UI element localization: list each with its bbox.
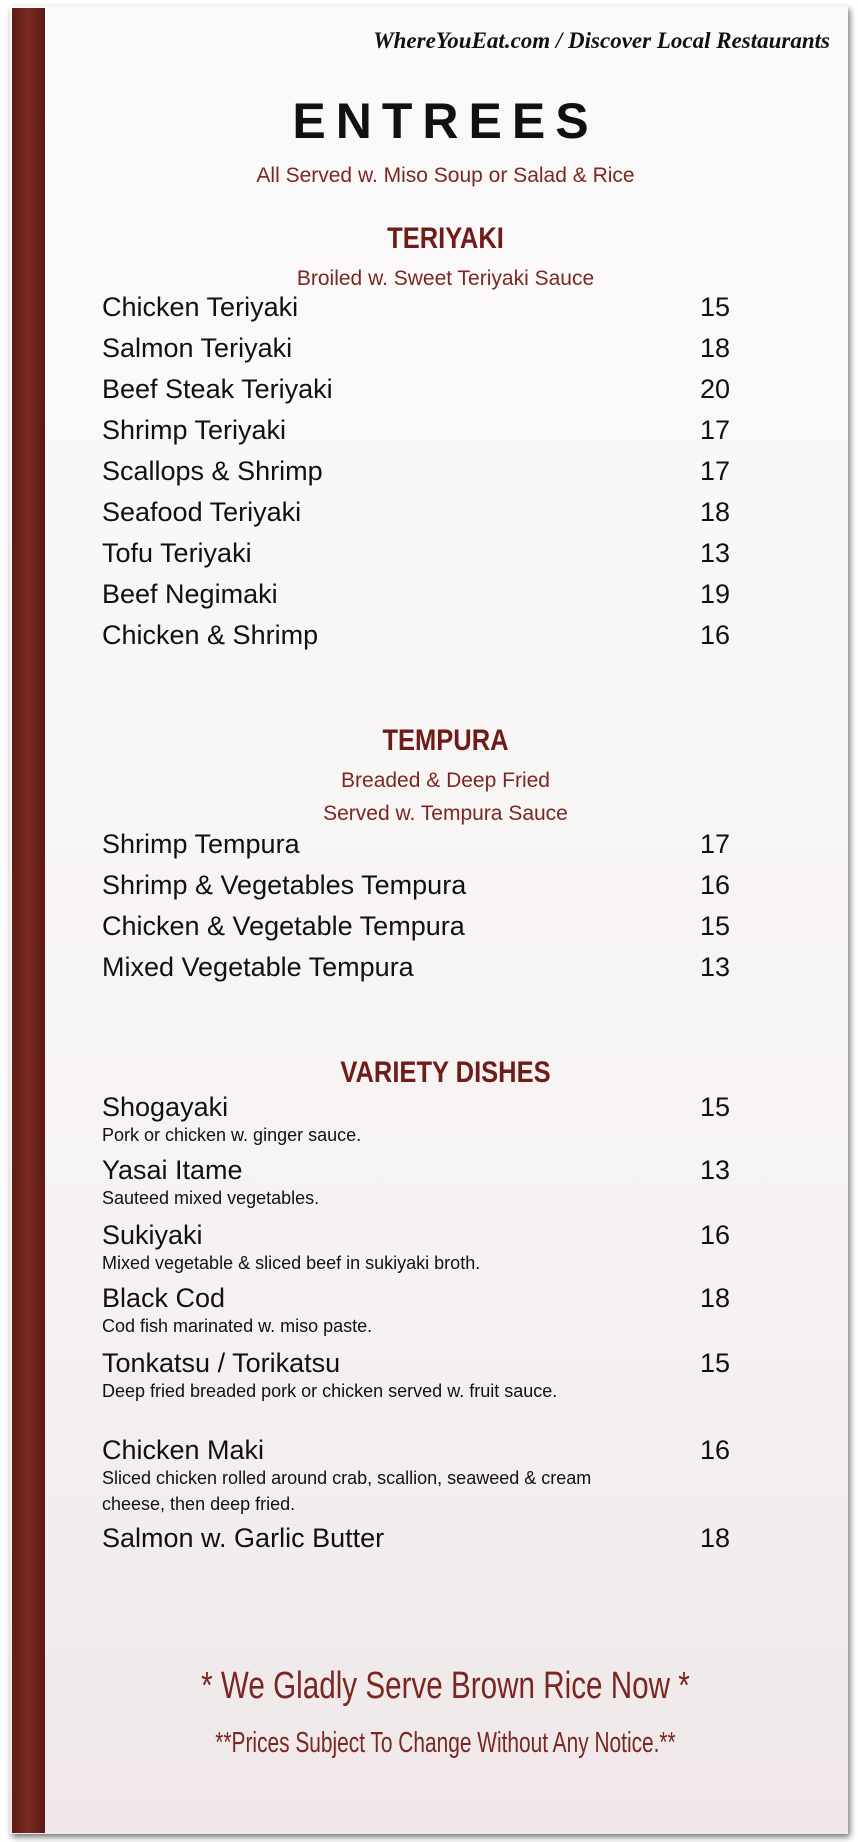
menu-item: [102, 947, 730, 988]
item-price: 17: [699, 829, 730, 859]
brown-rice-note: * We Gladly Serve Brown Rice Now *: [201, 1665, 690, 1707]
menu-item: [102, 615, 730, 656]
item-name: Chicken Maki: [102, 1435, 265, 1465]
menu-item: [102, 1220, 730, 1276]
item-description: Pork or chicken w. ginger sauce.: [102, 1125, 362, 1145]
item-name: Yasai Itame: [102, 1155, 243, 1185]
item-price: 13: [699, 538, 730, 568]
item-price: 16: [699, 620, 730, 650]
item-price: 20: [699, 374, 730, 404]
menu-item: [102, 824, 730, 865]
item-name: Tonkatsu / Torikatsu: [102, 1348, 341, 1378]
teriyaki-note: Broiled w. Sweet Teriyaki Sauce: [296, 267, 595, 290]
menu-item: [102, 1435, 730, 1517]
item-price: 18: [699, 1283, 730, 1313]
menu-item: [102, 287, 730, 328]
menu-item: [102, 1523, 730, 1553]
site-header[interactable]: WhereYouEat.com / Discover Local Restaurants: [373, 28, 830, 53]
menu-spine-bar: [12, 8, 45, 1833]
item-name: Chicken Teriyaki: [102, 292, 299, 322]
menu-item: [102, 1092, 730, 1148]
item-price: 13: [699, 952, 730, 982]
menu-item: [102, 328, 730, 369]
item-price: 15: [699, 911, 730, 941]
item-price: 13: [699, 1155, 730, 1185]
item-description: Cod fish marinated w. miso paste.: [102, 1316, 373, 1336]
item-price: 18: [699, 333, 730, 363]
item-name: Scallops & Shrimp: [102, 456, 323, 486]
item-name: Shrimp Teriyaki: [102, 415, 287, 445]
item-name: Seafood Teriyaki: [102, 497, 302, 527]
item-price: 18: [699, 497, 730, 527]
teriyaki-heading: TERIYAKI: [387, 222, 504, 255]
item-name: Black Cod: [102, 1283, 226, 1313]
prices-notice: **Prices Subject To Change Without Any Notice.**: [215, 1727, 676, 1759]
item-price: 17: [699, 456, 730, 486]
menu-item: [102, 906, 730, 947]
item-price: 17: [699, 415, 730, 445]
entrees-subtitle: All Served w. Miso Soup or Salad & Rice: [256, 164, 635, 187]
item-price: 16: [699, 1220, 730, 1250]
menu-item: [102, 865, 730, 906]
item-price: 15: [699, 1092, 730, 1122]
item-name: Shrimp & Vegetables Tempura: [102, 870, 467, 900]
teriyaki-list: [102, 287, 730, 656]
item-name: Sukiyaki: [102, 1220, 203, 1250]
menu-item: [102, 492, 730, 533]
menu-item: [102, 533, 730, 574]
menu-item: [102, 410, 730, 451]
item-name: Chicken & Vegetable Tempura: [102, 911, 465, 941]
item-name: Chicken & Shrimp: [102, 620, 319, 650]
item-name: Shrimp Tempura: [102, 829, 300, 859]
item-description: Sliced chicken rolled around crab, scallion, seaweed & cream cheese, then deep fried.: [102, 1468, 592, 1514]
item-price: 16: [699, 1435, 730, 1465]
menu-item: [102, 1348, 730, 1404]
item-price: 19: [699, 579, 730, 609]
menu-item: [102, 451, 730, 492]
tempura-list: [102, 824, 730, 988]
item-description: Sauteed mixed vegetables.: [102, 1188, 320, 1208]
item-name: Salmon Teriyaki: [102, 333, 293, 363]
item-name: Tofu Teriyaki: [102, 538, 252, 568]
tempura-note-2: Served w. Tempura Sauce: [323, 802, 568, 825]
item-name: Salmon w. Garlic Butter: [102, 1523, 385, 1553]
menu-item: [102, 369, 730, 410]
item-name: Beef Steak Teriyaki: [102, 374, 333, 404]
item-price: 15: [699, 1348, 730, 1378]
item-price: 18: [699, 1523, 730, 1553]
item-price: 15: [699, 292, 730, 322]
item-price: 16: [699, 870, 730, 900]
menu-item: [102, 574, 730, 615]
tempura-heading: TEMPURA: [382, 724, 509, 757]
item-name: Beef Negimaki: [102, 579, 278, 609]
menu-item: [102, 1283, 730, 1339]
item-description: Deep fried breaded pork or chicken served w. fruit sauce.: [102, 1381, 558, 1401]
variety-heading: VARIETY DISHES: [340, 1056, 551, 1089]
item-description: Mixed vegetable & sliced beef in sukiyaki broth.: [102, 1253, 481, 1273]
page-title: ENTREES: [292, 93, 599, 149]
item-name: Mixed Vegetable Tempura: [102, 952, 414, 982]
tempura-note-1: Breaded & Deep Fried: [341, 769, 550, 792]
menu-item: [102, 1155, 730, 1211]
item-name: Shogayaki: [102, 1092, 229, 1122]
